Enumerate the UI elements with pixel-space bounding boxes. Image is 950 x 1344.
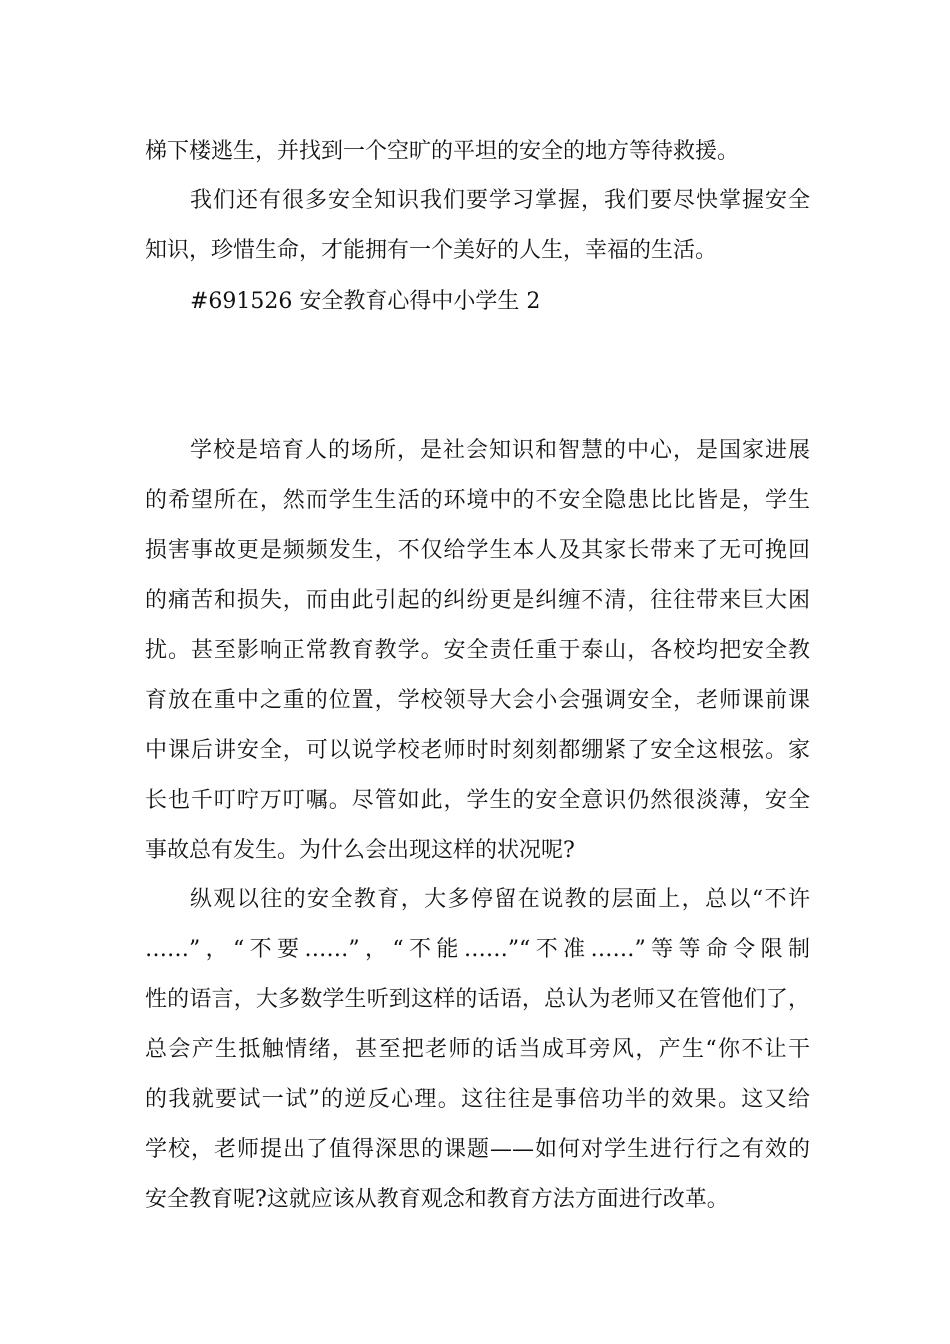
text-line: 梯下楼逃生，并找到一个空旷的平坦的安全的地方等待救援。 [145,139,740,164]
text-line: 知识，珍惜生命，才能拥有一个美好的人生，幸福的生活。 [145,238,718,263]
text-line: 的痛苦和损失，而由此引起的纠纷更是纠缠不清，往往带来巨大困 [145,588,810,613]
text-line: 的希望所在，然而学生生活的环境中的不安全隐患比比皆是，学生 [145,488,810,513]
text-line: 纵观以往的安全教育，大多停留在说教的层面上，总以“不许 [190,887,810,912]
text-line: 安全教育呢?这就应该从教育观念和教育方法方面进行改革。 [145,1187,729,1212]
text-line: ……”，“不要……”，“不能……”“不准……”等等命令限制 [145,937,810,962]
text-line: 的我就要试一试”的逆反心理。这往往是事倍功半的效果。这又给 [145,1087,810,1112]
text-line: 损害事故更是频频发生，不仅给学生本人及其家长带来了无可挽回 [145,538,810,563]
text-line: 学校是培育人的场所，是社会知识和智慧的中心，是国家进展 [190,438,810,463]
text-line: 长也千叮咛万叮嘱。尽管如此，学生的安全意识仍然很淡薄，安全 [145,788,810,813]
text-line: 性的语言，大多数学生听到这样的话语，总认为老师又在管他们了， [145,987,810,1012]
text-line: 我们还有很多安全知识我们要学习掌握，我们要尽快掌握安全 [190,188,810,213]
text-line: 学校，老师提出了值得深思的课题——如何对学生进行行之有效的 [145,1137,810,1162]
text-line: 事故总有发生。为什么会出现这样的状况呢? [145,838,575,863]
section-heading: #691526 安全教育心得中小学生 2 [190,289,541,314]
text-line: 扰。甚至影响正常教育教学。安全责任重于泰山，各校均把安全教 [145,638,810,663]
text-line: 中课后讲安全，可以说学校老师时时刻刻都绷紧了安全这根弦。家 [145,738,810,763]
text-line: 总会产生抵触情绪，甚至把老师的话当成耳旁风，产生“你不让干 [145,1037,810,1062]
text-line: 育放在重中之重的位置，学校领导大会小会强调安全，老师课前课 [145,688,810,713]
